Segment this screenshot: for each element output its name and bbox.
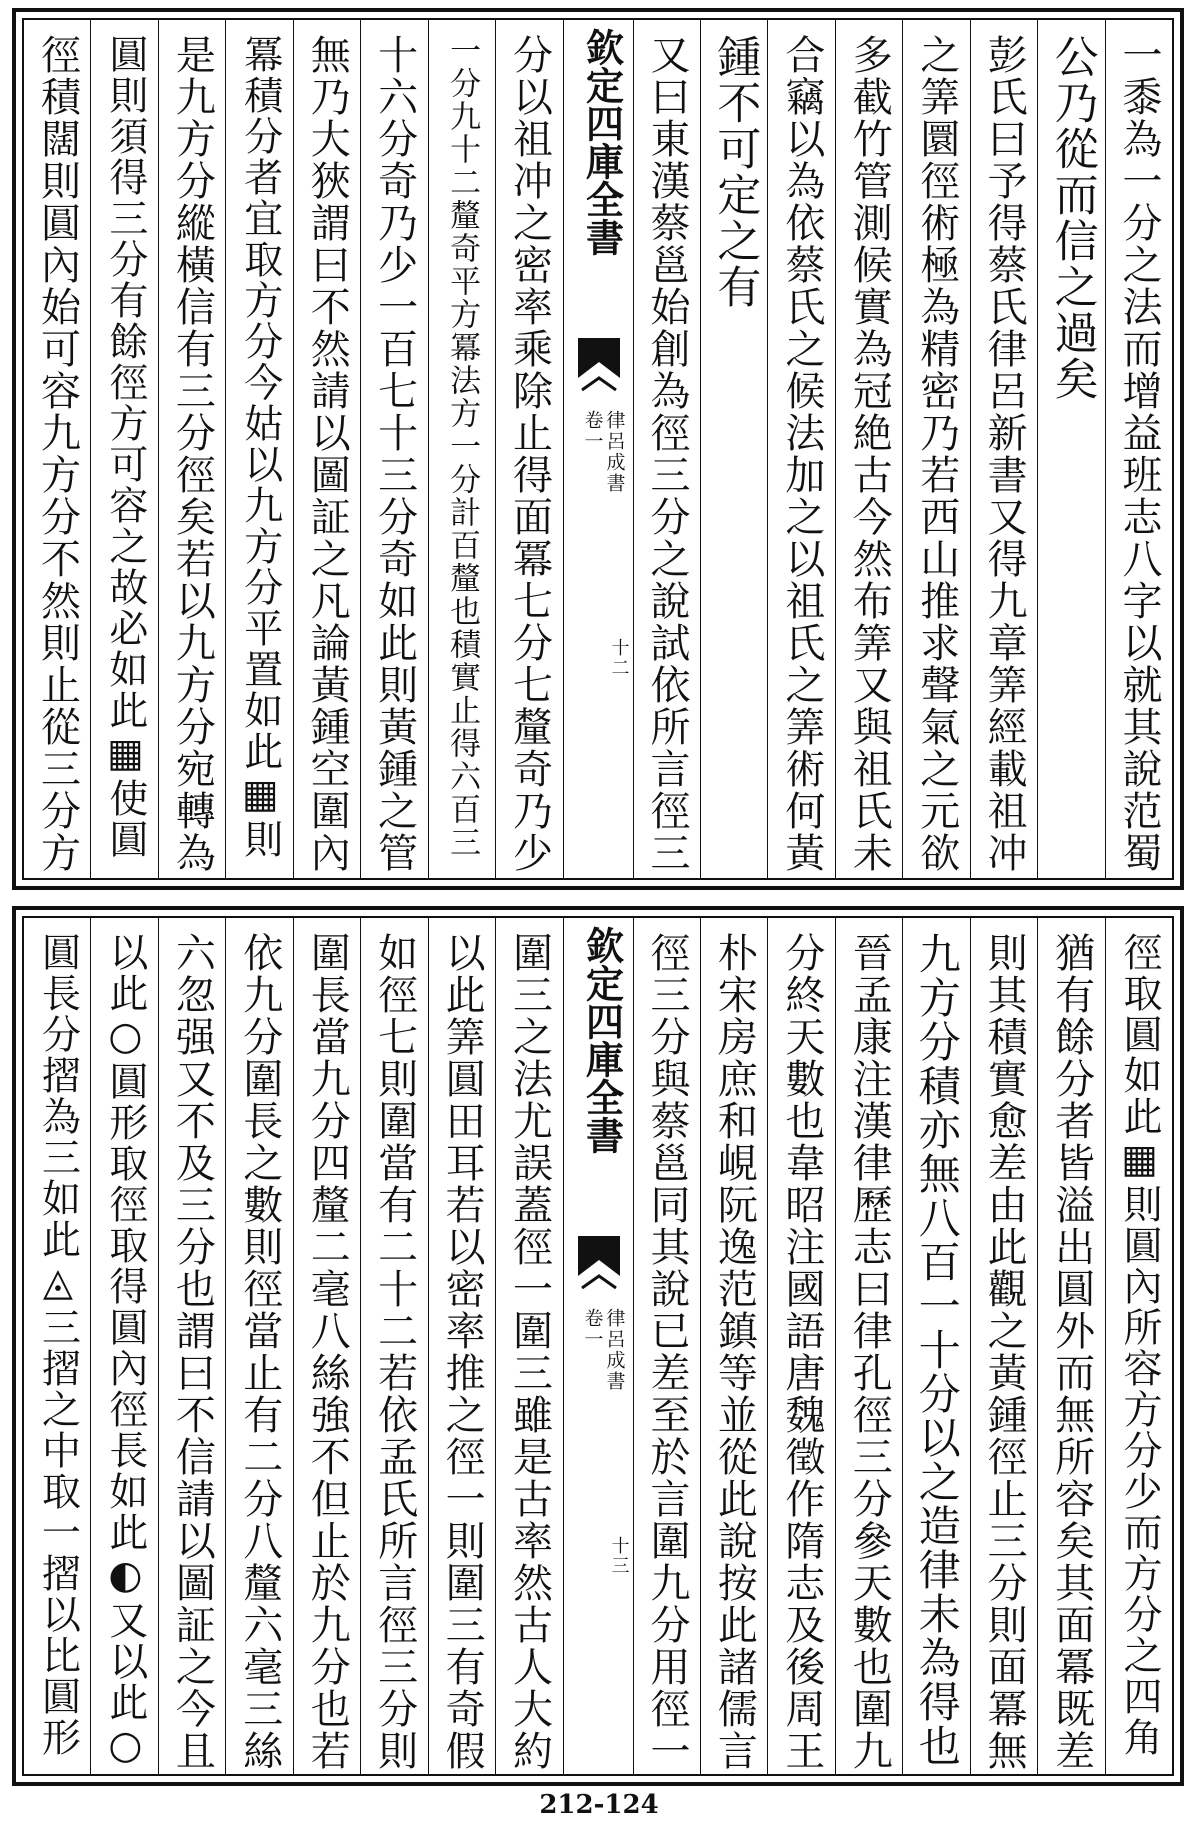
text-column: 以此筭圓田耳若以密率推之徑一則圍三有奇假 xyxy=(428,918,495,1774)
text-column: 徑積闊則圓內始可容九方分不然則止從三分方 xyxy=(34,34,81,874)
text-column: 猶有餘分者皆溢出圓外而無所容矣其面冪既差 xyxy=(1037,918,1104,1774)
text-column: 之筭圜徑術極為精密乃若西山推求聲氣之元欲 xyxy=(902,20,969,878)
page-number: 十二 xyxy=(608,638,630,678)
text-column: 以此○圓形取徑取得圓內徑長如此◐又以此○ xyxy=(90,918,157,1774)
text-column: 如徑七則圍當有二十二若依孟氏所言徑三分則 xyxy=(360,918,427,1774)
text-column: 多截竹管測候實為冠絶古今然布筭又與祖氏未 xyxy=(835,20,902,878)
text-column: 圓長分摺為三如此◬三摺之中取一摺以比圓形 xyxy=(35,932,81,1758)
text-column: 分以祖冲之密率乘除止得面冪七分七釐奇乃少 xyxy=(495,20,562,878)
volume-label: 卷一 xyxy=(581,410,604,452)
text-column: 是九方分縱橫信有三分徑矣若以九方分宛轉為 xyxy=(158,20,225,878)
bottom-page-frame xyxy=(22,916,1174,1776)
text-column: 公乃從而信之過矣 xyxy=(1037,20,1104,878)
text-column: 九方分積亦無八百一十分以之造律未為得也 xyxy=(902,918,969,1774)
bottom-page-columns xyxy=(24,918,1172,1774)
text-column: 圍三之法尤誤蓋徑一圍三雖是古率然古人大約 xyxy=(495,918,562,1774)
text-column: 一分九十二釐奇平方冪法方一分計百釐也積實止得六百三 xyxy=(428,20,495,878)
bottom-page xyxy=(12,906,1184,1786)
fish-tail-mark-icon xyxy=(578,1236,620,1294)
text-column: 徑三分與蔡邕同其說已差至於言圍九分用徑一 xyxy=(633,918,700,1774)
text-column: 鍾不可定之有 xyxy=(700,20,767,878)
page-number: 十三 xyxy=(608,1536,630,1576)
text-column: 依九分圍長之數則徑當止有二分八釐六毫三絲 xyxy=(225,918,292,1774)
fish-tail-mark-icon xyxy=(578,338,620,396)
center-fold xyxy=(563,918,633,1774)
text-column: 一黍為一分之法而增益班志八字以就其說范蜀 xyxy=(1105,20,1172,878)
text-column: 晉孟康注漢律歷志曰律孔徑三分參天數也圍九 xyxy=(835,918,902,1774)
text-column: 冪積分者宜取方分今姑以九方分平置如此▦則 xyxy=(225,20,292,878)
text-column: 則其積實愈差由此觀之黃鍾徑止三分則面冪無 xyxy=(970,918,1037,1774)
text-column: 又曰東漢蔡邕始創為徑三分之說試依所言徑三 xyxy=(633,20,700,878)
book-title: 律呂成書 xyxy=(603,1308,626,1392)
text-column: 朴宋房庶和峴阮逸范鎮等並從此說按此諸儒言 xyxy=(700,918,767,1774)
book-title: 律呂成書 xyxy=(603,410,626,494)
top-page xyxy=(12,8,1184,890)
center-fold xyxy=(563,20,633,878)
top-page-columns xyxy=(24,20,1172,878)
volume-label: 卷一 xyxy=(581,1308,604,1350)
text-column: 分終天數也韋昭注國語唐魏徵作隋志及後周王 xyxy=(767,918,834,1774)
text-column: 圓則須得三分有餘徑方可容之故必如此▦使圓 xyxy=(90,20,157,878)
text-column: 六忽强又不及三分也謂曰不信請以圖証之今且 xyxy=(158,918,225,1774)
text-column: 徑取圓如此▦則圓內所容方分少而方分之四角 xyxy=(1105,918,1172,1774)
header-title: 欽定四庫全書 xyxy=(579,28,625,256)
text-column: 十六分奇乃少一百七十三分奇如此則黃鍾之管 xyxy=(360,20,427,878)
top-page-frame xyxy=(22,18,1174,880)
text-column: 合竊以為依蔡氏之候法加之以祖氏之筭術何黃 xyxy=(767,20,834,878)
page-footer-label: 212-124 xyxy=(539,1790,659,1820)
text-column: 彭氏曰予得蔡氏律呂新書又得九章筭經載祖冲 xyxy=(970,20,1037,878)
text-column: 圍長當九分四釐二毫八絲強不但止於九分也若 xyxy=(293,918,360,1774)
text-column: 無乃大狹謂曰不然請以圖証之凡論黃鍾空圍內 xyxy=(293,20,360,878)
header-title: 欽定四庫全書 xyxy=(579,926,625,1154)
